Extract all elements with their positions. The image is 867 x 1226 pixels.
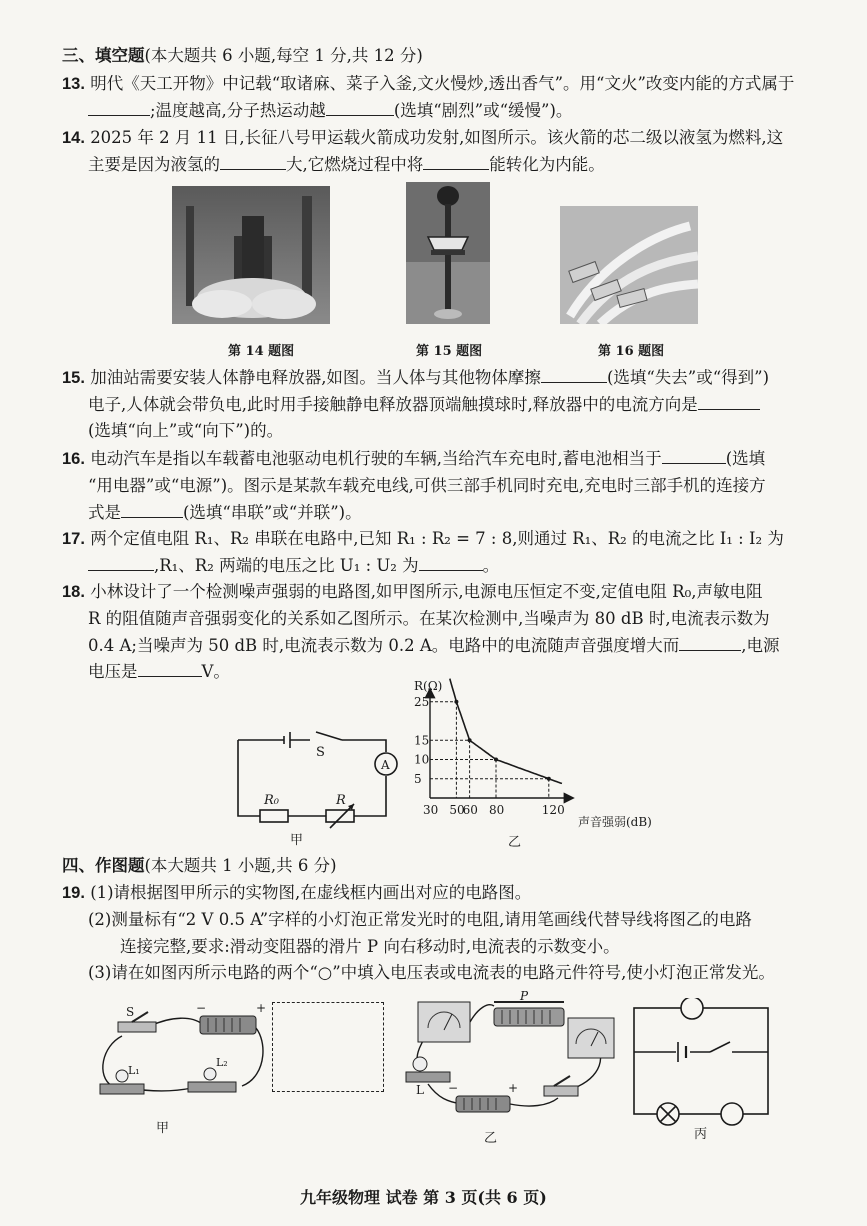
q18-resistance-chart	[412, 678, 672, 850]
yi-l-label: L	[416, 1083, 424, 1097]
chart-axes	[430, 690, 572, 798]
switch-icon	[118, 1022, 156, 1032]
q18-circuit-diagram	[230, 720, 400, 850]
chart-y-tick-label: 5	[414, 771, 422, 786]
q18-text3: 0.4 A;当噪声为 50 dB 时,电流表示数为 0.2 A。电路中的电流随声音强度增大而	[88, 636, 680, 655]
q16-text4: 式是	[88, 503, 121, 522]
jia-s-label: S	[126, 1005, 135, 1019]
charging-cable-photo	[560, 206, 698, 324]
q18-text5: 电压是	[88, 662, 138, 681]
jia-plus-label: +	[256, 1001, 267, 1015]
q14-text2: 主要是因为液氢的	[88, 155, 220, 174]
lamp-symbol-icon	[657, 1103, 679, 1125]
q18-text: 小林设计了一个检测噪声强弱的电路图,如甲图所示,电源电压恒定不变,定值电阻 R₀,声敏电阻	[90, 582, 763, 601]
yi-plus-label: +	[508, 1081, 519, 1095]
q15-text: 加油站需要安装人体静电释放器,如图。当人体与其他物体摩擦	[90, 368, 541, 387]
q19-number: 19.	[62, 884, 85, 902]
q14-number: 14.	[62, 129, 85, 147]
yi-minus-label: −	[448, 1081, 459, 1095]
q15-line3	[88, 421, 283, 441]
q18-line2	[88, 609, 770, 629]
chart-series-line	[450, 679, 562, 784]
q14-text4: 能转化为内能。	[489, 155, 605, 174]
chart-x-tick-label: 120	[541, 803, 565, 817]
q17-number: 17.	[62, 530, 85, 548]
q13-text: 明代《天工开物》中记载“取诸麻、菜子入釜,文火慢炒,透出香气”。用“文火”改变内能的方式属于	[90, 74, 795, 93]
rocket-launch-photo	[172, 186, 330, 324]
ammeter-icon	[418, 1002, 470, 1042]
q15-blank2[interactable]	[698, 395, 760, 410]
q13-blank2[interactable]	[326, 101, 394, 116]
chart-caption: 乙	[508, 835, 522, 850]
fig19-bing-circuit-diagram	[628, 998, 778, 1140]
q16-text3: “用电器”或“电源”)。图示是某款车载充电线,可供三部手机同时充电,充电时三部手机的连接方	[88, 476, 766, 495]
q17-text3: 。	[482, 556, 500, 575]
chart-x-axis-label: 声音强弱(dB)	[578, 815, 652, 829]
q18-blank2[interactable]	[138, 662, 202, 677]
section3-title: 三、填空题	[62, 46, 145, 65]
voltmeter-icon	[568, 1018, 614, 1058]
q13-blank1[interactable]	[88, 101, 150, 116]
section4-note: (本大题共 1 小题,共 6 分)	[144, 856, 337, 875]
q15-text2: (选填“失去”或“得到”)	[606, 368, 770, 387]
q16-blank2[interactable]	[121, 503, 183, 518]
q18-text2: R 的阻值随声音强弱变化的关系如乙图所示。在某次检测中,当噪声为 80 dB 时,电流表示数为	[88, 609, 770, 628]
rheostat-icon	[494, 1008, 564, 1026]
yi-p-label: P	[520, 989, 529, 1003]
q14-blank2[interactable]	[423, 155, 489, 170]
q15-blank1[interactable]	[541, 368, 607, 383]
q17-blank2[interactable]	[419, 556, 483, 571]
q15-text3: 电子,人体就会带负电,此时用手接触静电释放器顶端触摸球时,释放器中的电流方向是	[88, 395, 698, 414]
fig19-yi-caption: 乙	[484, 1131, 498, 1146]
q13-text2: ;温度越高,分子热运动越	[150, 101, 326, 120]
section4-heading	[62, 856, 337, 876]
chart-guides	[430, 702, 549, 798]
jia-l1-label: L₁	[128, 1064, 140, 1077]
q16-line2	[88, 476, 766, 496]
q14-text3: 大,它燃烧过程中将	[286, 155, 424, 174]
q18-number: 18.	[62, 583, 85, 601]
q17-text: 两个定值电阻 R₁、R₂ 串联在电路中,已知 R₁ : R₂ = 7 : 8,则通过 R₁、R₂ 的电流之比 I₁ : I₂ 为	[90, 529, 784, 548]
q19-line3	[120, 937, 620, 957]
chart-y-tick-label: 10	[414, 752, 430, 767]
q15-line1	[62, 368, 769, 388]
q16-text2: (选填	[725, 449, 766, 468]
section4-title: 四、作图题	[62, 856, 145, 875]
fig16-caption: 第 16 题图	[598, 344, 665, 359]
q16-text5: (选填“串联”或“并联”)。	[183, 503, 362, 522]
q14-blank1[interactable]	[220, 155, 286, 170]
fig15-caption: 第 15 题图	[416, 344, 483, 359]
page-footer: 九年级物理 试卷 第 3 页(共 6 页)	[300, 1188, 547, 1207]
q13-number: 13.	[62, 75, 85, 93]
q18-line4	[88, 662, 230, 682]
q17-line1	[62, 529, 784, 549]
q15-text4: (选填“向上”或“向下”)的。	[88, 421, 284, 440]
q18-blank1[interactable]	[679, 636, 741, 651]
q13-line1	[62, 74, 794, 94]
q18-text4: ,电源	[741, 636, 780, 655]
q18-r0-label: R₀	[264, 793, 279, 808]
q18-r-label: R	[336, 793, 346, 808]
q18-switch-label: S	[316, 745, 325, 760]
q18-line3	[88, 636, 780, 656]
fig14-caption: 第 14 题图	[228, 344, 295, 359]
q17-line2	[88, 556, 499, 576]
q14-text: 2025 年 2 月 11 日,长征八号甲运载火箭成功发射,如图所示。该火箭的芯二级以液氢为燃料,这	[90, 128, 784, 147]
q19-part3: (3)请在如图丙所示电路的两个“○”中填入电压表或电流表的电路元件符号,使小灯泡正常发光。	[88, 963, 775, 982]
section3-heading	[62, 46, 423, 66]
q14-line2	[88, 155, 605, 175]
meter-slot-top[interactable]	[681, 998, 703, 1019]
bulb-l2-icon	[204, 1068, 216, 1080]
q16-text: 电动汽车是指以车载蓄电池驱动电机行驶的车辆,当给汽车充电时,蓄电池相当于	[90, 449, 662, 468]
chart-x-tick-label: 30	[423, 803, 439, 817]
q19-line1	[62, 883, 531, 903]
fig19-jia-caption: 甲	[156, 1121, 170, 1136]
static-discharger-photo	[406, 182, 490, 324]
q19-part2a: (2)测量标有“2 V 0.5 A”字样的小灯泡正常发光时的电阻,请用笔画线代替导线将图乙的电路	[88, 910, 752, 929]
chart-y-tick-label: 15	[414, 733, 430, 748]
q13-line2	[88, 101, 572, 121]
switch-yi-icon	[544, 1086, 578, 1096]
q18-text6: V。	[201, 662, 230, 681]
chart-x-tick-label: 60	[462, 803, 478, 817]
section3-note: (本大题共 6 小题,每空 1 分,共 12 分)	[144, 46, 423, 65]
fig19-yi-physical-circuit	[398, 988, 616, 1148]
q15-number: 15.	[62, 369, 85, 387]
fig19-bing-caption: 丙	[694, 1127, 708, 1140]
q18-fig-jia-caption: 甲	[290, 833, 304, 848]
chart-x-tick-label: 50	[449, 803, 465, 817]
bulb-l1-icon	[116, 1070, 128, 1082]
chart-x-tick-label: 80	[489, 803, 505, 817]
jia-dashed-answer-box[interactable]	[272, 1002, 384, 1092]
q13-text3: (选填“剧烈”或“缓慢”)。	[393, 101, 573, 120]
chart-curve	[450, 679, 562, 784]
q16-number: 16.	[62, 450, 85, 468]
q19-part1: (1)请根据图甲所示的实物图,在虚线框内画出对应的电路图。	[90, 883, 532, 902]
q17-text2: ,R₁、R₂ 两端的电压之比 U₁ : U₂ 为	[154, 556, 419, 575]
q14-line1	[62, 128, 783, 148]
chart-y-tick-label: 25	[414, 694, 430, 709]
q18-line1	[62, 582, 762, 602]
fig19-jia-physical-circuit	[92, 996, 272, 1136]
q19-part2b: 连接完整,要求:滑动变阻器的滑片 P 向右移动时,电流表的示数变小。	[120, 937, 620, 956]
q16-line3	[88, 503, 362, 523]
q16-line1	[62, 449, 765, 469]
jia-l2-label: L₂	[216, 1056, 228, 1069]
q17-blank1[interactable]	[88, 556, 154, 571]
jia-minus-label: −	[196, 1001, 207, 1015]
meter-slot-bottom[interactable]	[721, 1103, 743, 1125]
q16-blank1[interactable]	[662, 449, 726, 464]
q19-line4	[88, 963, 775, 983]
q18-ammeter-label: A	[381, 758, 390, 772]
bulb-l-icon	[413, 1057, 427, 1071]
q19-line2	[88, 910, 752, 930]
q15-line2	[88, 395, 760, 415]
chart-y-axis-label: R(Ω)	[414, 679, 443, 693]
